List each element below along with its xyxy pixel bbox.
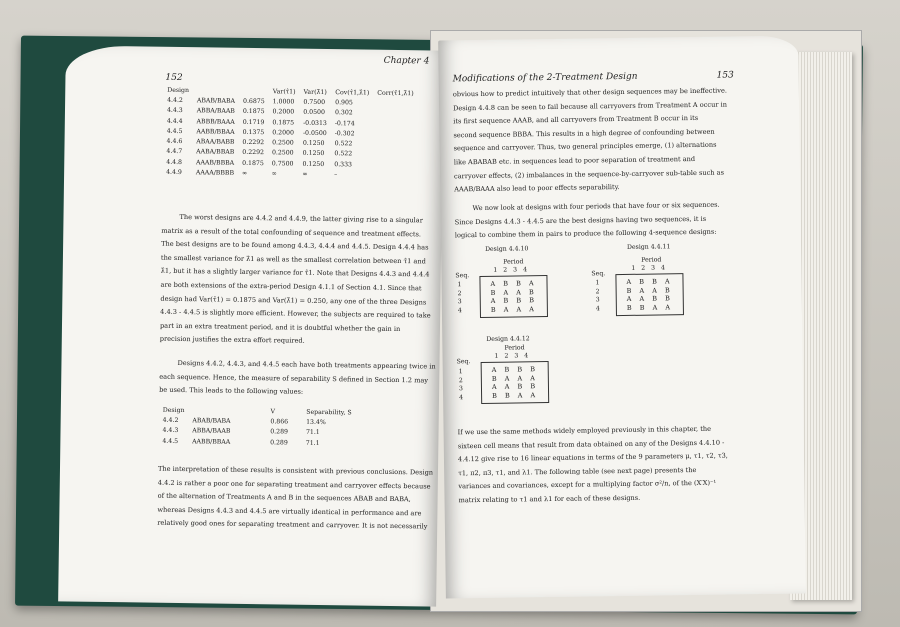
text-line: like ABABAB etc. in sequences lead to poor separation of treatment and [453, 154, 696, 167]
table-cell: 0.289 [270, 428, 289, 436]
table-cell: 0.866 [270, 418, 289, 426]
text-line: 4.4.3 - 4.4.5 is slightly more efficient. However, the subjects are required to take [160, 307, 431, 320]
design-seq-numbers: 1 2 3 4 [457, 281, 462, 314]
text-line: of the alternation of Treatments A and B in the sequences ABAB and BABA, [157, 491, 411, 504]
table-cell: 0.7500 [303, 98, 326, 106]
text-line: sixteen cell means that result from data obtained on any of the Designs 4.4.10 - [457, 438, 725, 450]
design-grid: A B B A B A A B A B B B B A A A [479, 275, 548, 318]
table-cell: 0.2292 [242, 149, 265, 157]
table-cell: 0.1250 [302, 150, 325, 158]
design-period-label: Period [504, 344, 525, 352]
table-cell: 4.4.2 [162, 416, 179, 424]
design-seq-numbers: 1 2 3 4 [458, 368, 464, 401]
table-cell: ABBA/BAAB [192, 427, 231, 435]
table-cell: ABBA/BAAB [196, 107, 235, 115]
text-line: second sequence BBBA. This results in a high degree of confounding between [453, 127, 715, 140]
text-line: λ̂1, but it has a slightly larger variance for τ̂1. Note that Designs 4.4.3 and 4.4.4 [160, 267, 430, 279]
design-period-label: Period [641, 256, 662, 264]
table-cell: -0.0500 [302, 129, 327, 137]
table-cell: 4.4.3 [166, 107, 183, 115]
table-cell: AABB/BBAA [196, 128, 235, 136]
table-cell: 0.2292 [242, 138, 265, 147]
table-cell: 0.1250 [302, 139, 325, 148]
design-title: Design 4.4.12 [486, 335, 530, 343]
variance-table [162, 85, 418, 181]
table-cell: 0.522 [334, 150, 353, 158]
text-line: The interpretation of these results is consistent with previous conclusions. Design [157, 464, 434, 477]
text-line: its first sequence AAAB, and all carryovers from Treatment B occur in its [453, 114, 699, 126]
table1-header: Corr(τ̂1,λ̂1) [377, 89, 414, 97]
design-columns: 1 2 3 4 [494, 352, 531, 360]
design-seq-label: Seq. [455, 272, 470, 280]
left-paragraph-2 [159, 357, 436, 402]
text-line: precision justifies the extra effort required. [159, 335, 305, 346]
table-cell: 4.4.2 [167, 96, 183, 104]
table-cell: 4.4.8 [166, 158, 183, 166]
text-line: matrix as a result of the total confounding of sequence and treatment effects. [161, 226, 422, 238]
table-cell: 0.905 [335, 99, 353, 107]
table-cell: 0.1875 [272, 118, 295, 127]
table-cell: AABB/BBAA [192, 437, 231, 446]
table-cell: 0.1719 [242, 118, 265, 126]
table-cell: ABAB/BABA [192, 417, 231, 425]
text-line: Since Designs 4.4.3 - 4.4.5 are the best designs having two sequences, it is [454, 214, 707, 226]
text-line: If we use the same methods widely employed previously in this chapter, the [457, 424, 712, 437]
table-cell: 0.333 [334, 160, 353, 169]
design-seq-numbers: 1 2 3 4 [595, 279, 600, 312]
table-cell: AAAA/BBBB [195, 169, 235, 177]
right-paragraph-3 [458, 423, 729, 508]
text-line: Design 4.4.8 can be seen to fail because all carryovers from Treatment A occur in [453, 100, 727, 112]
design-seq-label: Seq. [591, 270, 606, 278]
design-columns: 1 2 3 4 [631, 264, 668, 272]
table-cell: ABAB/BABA [196, 97, 236, 105]
table2-row [158, 436, 355, 449]
design-title: Design 4.4.10 [484, 245, 529, 253]
table-cell: ∞ [241, 169, 248, 177]
table-cell: 4.4.3 [162, 427, 179, 435]
text-line: design had Var(τ̂1) = 0.1875 and Var(λ̂1) = 0.250, any one of the three Designs [160, 294, 427, 307]
left-page-number: 152 [165, 72, 183, 84]
table-cell: 71.1 [305, 429, 320, 437]
table-cell: 0.1875 [242, 108, 265, 116]
table-cell: 0.1250 [302, 160, 325, 168]
table-cell: ∞ [271, 170, 277, 178]
text-line: variances and covariances, except for a multiplying factor σ²/n, of the (X′X)⁻¹ [458, 479, 717, 491]
table-cell: 0.6875 [242, 97, 265, 106]
table-cell: AAAB/BBBA [195, 158, 235, 167]
table2-header: Design [162, 406, 185, 414]
table-cell: 0.289 [270, 438, 288, 447]
design-title: Design 4.4.11 [626, 243, 671, 251]
table-cell: 0.522 [334, 140, 353, 148]
text-line: 4.4.2 is rather a poor one for separating treatment and carryover effects because [157, 478, 431, 491]
table1-header: Var(λ̂1) [303, 88, 327, 96]
text-line: each sequence. Hence, the measure of separability S defined in Section 1.2 may [159, 372, 429, 385]
table-cell: 0.7500 [271, 159, 294, 168]
table-cell: 0.2500 [272, 139, 294, 147]
table-cell: 4.4.7 [166, 148, 183, 156]
table-cell: ABBB/BAAA [196, 117, 235, 126]
table-cell: 4.4.5 [166, 127, 183, 135]
text-line: are both extensions of the extra-period Design 4.1.1 of Section 4.1. Since that [160, 280, 422, 293]
table-cell: 0.1875 [242, 159, 264, 167]
right-page [438, 36, 806, 599]
text-line: relatively good ones for separating treatment and carryover. It is not necessarily [157, 519, 428, 531]
text-line: whereas Designs 4.4.3 and 4.4.5 are virtually identical in performance and are [157, 505, 422, 518]
table1-row [162, 167, 417, 181]
right-running-head: Modifications of the 2-Treatment Design [452, 71, 638, 85]
text-line: 4.4.12 give rise to 16 linear equations in terms of the 9 parameters μ, τ1, τ2, τ3, [457, 451, 728, 464]
text-line: The best designs are to be found among 4.4.3, 4.4.4 and 4.4.5. Design 4.4.4 has [161, 239, 429, 252]
text-line: AAAB/BAAA also lead to poor effects separability. [454, 183, 620, 194]
table-cell: 4.4.5 [162, 437, 179, 445]
table-cell: 4.4.4 [166, 117, 183, 125]
text-line: sequence and carryover. Thus, two general principles emerge, (1) alternations [453, 141, 717, 153]
table-cell: ∞ [302, 170, 308, 178]
table-cell: -0.174 [334, 119, 355, 127]
table-cell: 0.302 [334, 109, 353, 117]
table-cell: -0.302 [334, 129, 355, 138]
text-line: τ1, π2, π3, τ1, and λ1. The following table (see next page) presents the [458, 465, 697, 478]
right-paragraph-2 [454, 199, 720, 243]
table-cell: – [334, 171, 338, 179]
text-line: carryover effects, (2) imbalances in the sequence-by-carryover sub-table such as [453, 168, 724, 180]
left-paragraph-3 [157, 463, 433, 535]
text-line: The worst designs are 4.4.2 and 4.4.9, the latter giving rise to a singular [179, 212, 423, 225]
table-cell: -0.0313 [303, 119, 327, 127]
text-line: matrix relating to τ1 and λ1 for each of these designs. [458, 493, 641, 505]
table1-header: Cov(τ̂1,λ̂1) [335, 88, 370, 97]
design-seq-label: Seq. [456, 358, 471, 366]
design-grid: A B B A B A A B A A B B B B A A [615, 273, 684, 316]
right-paragraph-1 [453, 85, 729, 198]
left-running-head: Chapter 4 [383, 55, 430, 67]
table2-header: Separability, S [306, 408, 352, 417]
design-period-label: Period [503, 258, 524, 266]
text-line: logical to combine them in pairs to produce the following 4-sequence designs: [454, 227, 717, 240]
table-cell: 1.0000 [272, 98, 295, 106]
table-cell: ABAA/BABB [196, 138, 235, 146]
table-cell: 71.1 [305, 439, 320, 447]
table1-col-label: Design [167, 86, 190, 94]
table-cell: 0.2000 [272, 129, 294, 137]
table-cell: 4.4.6 [166, 137, 183, 146]
design-columns: 1 2 3 4 [493, 266, 530, 274]
table-cell: AABA/BBAB [196, 148, 235, 157]
design-grid: A B B B B A A A A A B B B B A A [481, 361, 550, 404]
text-line: the smallest variance for λ̂1 as well as the smallest correlation between τ̂1 and [160, 253, 426, 266]
table2-header: V [270, 407, 276, 415]
right-page-number: 153 [716, 70, 734, 81]
text-line: be used. This leads to the following values: [159, 385, 304, 396]
left-page [58, 45, 444, 606]
table-cell: 0.1375 [242, 128, 265, 136]
table-cell: 13.4% [306, 418, 326, 426]
table-cell: 4.4.9 [166, 168, 182, 177]
text-line: part in an extra treatment period, and it is doubtful whether the gain in [159, 321, 401, 333]
table-cell: 0.2500 [271, 149, 294, 157]
table-cell: 0.2000 [272, 108, 295, 116]
text-line: obvious how to predict intuitively that other design sequences may be ineffective. [452, 86, 728, 99]
separability-table [158, 405, 355, 449]
table1-header: Var(τ̂1) [272, 87, 296, 96]
text-line: We now look at designs with four periods that have four or six sequences. [472, 200, 720, 213]
left-paragraph-1 [160, 211, 432, 351]
text-line: Designs 4.4.2, 4.4.3, and 4.4.5 each have both treatments appearing twice in [177, 358, 436, 371]
table-cell: 0.0500 [303, 108, 325, 117]
